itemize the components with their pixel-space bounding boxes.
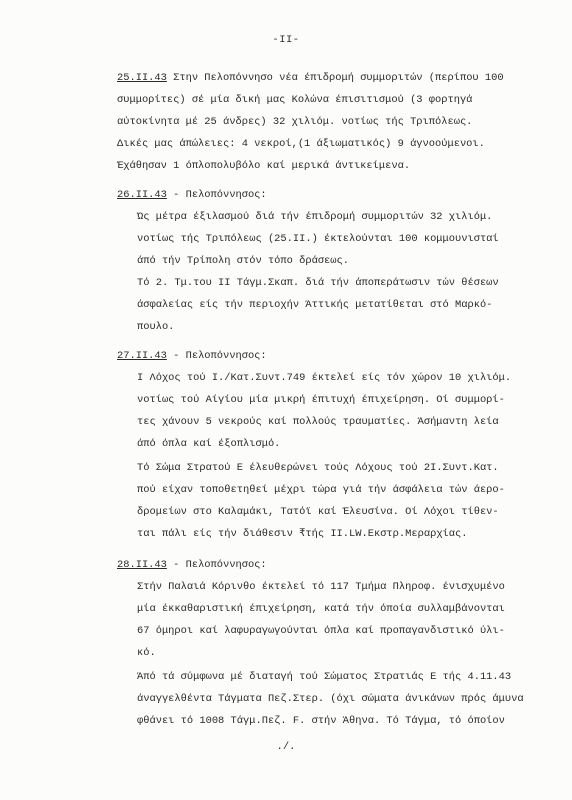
entry-text-line: ται πάλι είς τήν διάθεσιν ₹τής II.LW.Εκστρ.Μεραρχίας. [137, 528, 468, 540]
entry-heading-line [117, 349, 267, 363]
entry-heading-text: Στην Πελοπόννησο νέα έπιδρομή συμμοριτών (περίπου 100 [166, 72, 504, 84]
entry-text-line: Δικές μας άπώλειες: 4 νεκροί,(1 άξιωματικός) 9 άγνοούμενοι. [117, 138, 485, 150]
entry-text-line: δρομείων στο Καλαμάκι, Τατόϊ καί Έλευσίνα. Οί Λόχοι τίθεν- [137, 506, 499, 518]
entry-heading-line [117, 188, 267, 202]
entry-text-line: Έχάθησαν 1 όπλοπολυβόλο καί μερικά άντικείμενα. [117, 160, 411, 172]
entry-text-line: συμμορίτες) σέ μία δική μας Κολώνα έπισιτισμού (3 φορτηγά [117, 94, 473, 106]
entry-text-line: πού είχαν τοποθετηθεί μέχρι τώρα γιά τήν άσφάλεια τών άερο- [137, 484, 505, 496]
continuation-mark: ./. [276, 741, 296, 753]
entry-text-line: 67 όμηροι καί λαφυραγωγούνται όπλα καί προπαγανδιστικό ύλι- [137, 625, 505, 637]
entry-date: 28.II.43 [117, 559, 167, 571]
entry-text-line: Στήν Παλαιά Κόρινθο έκτελεί τό 117 Τμήμα Πληροφ. ένισχυμένο [137, 581, 505, 593]
entry-date: 27.II.43 [117, 350, 167, 362]
entry-text-line: τες χάνουν 5 νεκρούς καί πολλούς τραυματίες. Άσήμαντη λεία [137, 416, 499, 428]
entry-heading-text: - Πελοπόννησος: [166, 189, 267, 201]
entry-text-line: Άπό τά σύμφωνα μέ διαταγή τού Σώματος Στρατιάς Ε τής 4.11.43 [137, 671, 512, 683]
entry-date: 25.II.43 [117, 72, 167, 84]
entry-text-line: μία έκκαθαριστική έπιχείρηση, κατά τήν όποία συλλαμβάνονται [137, 603, 505, 615]
entry-text-line: άσφαλείας είς τήν περιοχήν Άττικής μετατίθεται στό Μαρκό- [137, 299, 493, 311]
entry-date: 26.II.43 [117, 189, 167, 201]
entry-text-line: άπό όπλα καί έξοπλισμό. [137, 438, 281, 450]
entry-text-line: πουλο. [137, 321, 175, 333]
entry-text-line: Ώς μέτρα έξιλασμού διά τήν έπιδρομή συμμοριτών 32 χιλιόμ. [137, 211, 493, 223]
entry-text-line: Τό 2. Τμ.του II Τάγμ.Σκαπ. διά τήν άποπεράτωσιν τών θέσεων [137, 277, 499, 289]
entry-heading-line [117, 558, 267, 572]
entry-text-line: άπό τήν Τρίπολη στόν τόπο δράσεως. [137, 255, 350, 267]
page-number: -II- [272, 34, 300, 46]
entry-text-line: Τό Σώμα Στρατού Ε έλευθερώνει τούς Λόχους τού 2Ι.Συντ.Κατ. [137, 462, 499, 474]
entry-text-line: I Λόχος τού I./Κατ.Συντ.749 έκτελεί είς τόν χώρον 10 χιλιόμ. [137, 372, 512, 384]
entry-text-line: άναγγελθέντα Τάγματα Πεζ.Στερ. (όχι σώματα άνικάνων πρός άμυνα [137, 693, 524, 705]
entry-text-line: νοτίως τού Αίγίου μία μικρή έπιτυχή έπιχείρηση. Οί συμμορί- [137, 394, 505, 406]
entry-heading-line [117, 71, 504, 85]
entry-heading-text: - Πελοπόννησος: [166, 559, 267, 571]
entry-text-line: κό. [137, 647, 156, 659]
entry-text-line: νοτίως τής Τριπόλεως (25.II.) έκτελούνται 100 κομμουνισταί [137, 233, 499, 245]
entry-text-line: αύτοκίνητα μέ 25 άνδρες) 32 χιλιόμ. νοτίως τής Τριπόλεως. [117, 116, 473, 128]
entry-text-line: φθάνει τό 1008 Τάγμ.Πεζ. F. στήν Άθηνα. Τό Τάγμα, τό όποίον [137, 715, 505, 727]
entry-heading-text: - Πελοπόννησος: [166, 350, 267, 362]
